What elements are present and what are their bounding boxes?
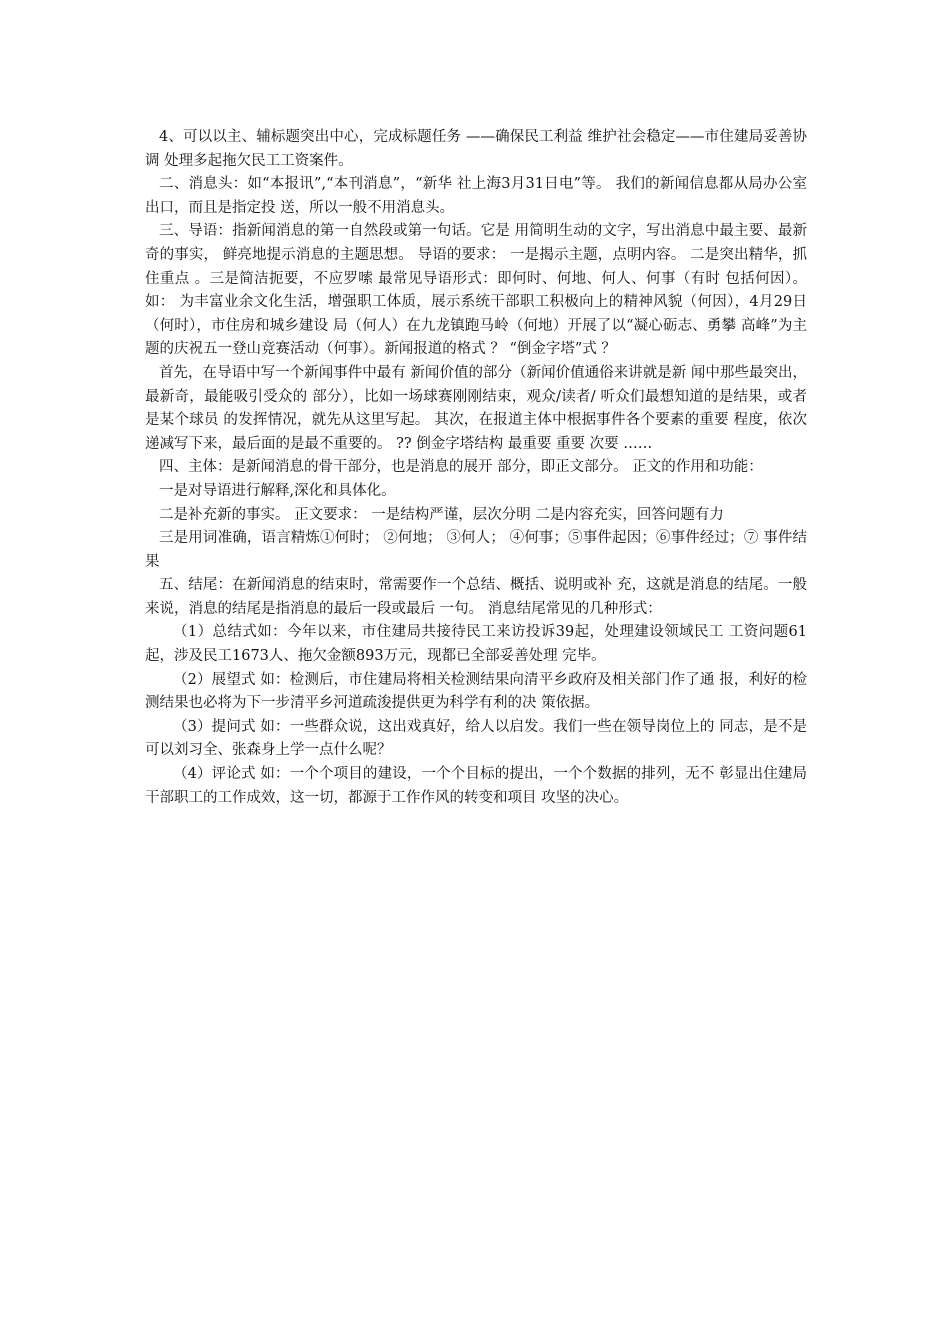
paragraph-1: 4、可以以主、辅标题突出中心，完成标题任务 ——确保民工利益 维护社会稳定——市住建局妥善协调 处理多起拖欠民工工资案件。 [145, 129, 807, 169]
paragraph-4: 首先，在导语中写一个新闻事件中最有 新闻价值的部分（新闻价值通俗来讲就是新 闻中那些最突出，最新奇，最能吸引受众的 部分），比如一场球赛刚刚结束，观众/读者/ 听众们最想知道的是结果，或者是某个球员 的发挥情况，就先从这里写起。 其次，在报道主体中根据事件各个要素的重要 程度，依次递减写下来，最后面的是最不重要的。 ?? 倒金字塔结构 最重要 重要 次要 …… [145, 364, 807, 452]
paragraph-10: （1）总结式如：今年以来，市住建局共接待民工来访投诉39起，处理建设领域民工 工资问题61起，涉及民工1673人、拖欠金额893万元，现都已全部妥善处理 完毕。 [145, 624, 807, 665]
paragraph-8: 三是用词准确，语言精炼①何时； ②何地； ③何人； ④何事；⑤事件起因；⑥事件经过；⑦ 事件结果 [145, 530, 807, 570]
paragraph-6: 一是对导语进行解释,深化和具体化。 [159, 482, 396, 499]
paragraph-3: 三、导语：指新闻消息的第一自然段或第一句话。它是 用简明生动的文字，写出消息中最主要、最新奇的事实， 鲜亮地提示消息的主题思想。 导语的要求： 一是揭示主题，点明内容。 二是突出精华，抓住重点 。三是简洁扼要，不应罗嗦 最常见导语形式：即何时、何地、何人、何事（有时 包括何因）。如： 为丰富业余文化生活，增强职工体质，展示系统干部职工积极向上的精神风貌（何因），4月29日（何时），市住房和城乡建设 局（何人）在九龙镇跑马岭（何地）开展了以“凝心砺志、勇攀 高峰”为主题的庆祝五一登山竞赛活动（何事）。新闻报道的格式 ？ “倒金字塔”式 ？ [145, 223, 807, 358]
paragraph-11: （2）展望式 如：检测后，市住建局将相关检测结果向清平乡政府及相关部门作了通 报，利好的检测结果也必将为下一步清平乡河道疏浚提供更为科学有利的决 策依据。 [145, 671, 807, 712]
paragraph-9: 五、结尾：在新闻消息的结束时，常需要作一个总结、概括、说明或补 充，这就是消息的结尾。一般来说，消息的结尾是指消息的最后一段或最后 一句。 消息结尾常见的几种形式： [145, 577, 807, 617]
paragraph-7: 二是补充新的事实。 正文要求： 一是结构严谨，层次分明 二是内容充实，回答问题有力 [159, 506, 724, 523]
paragraph-2: 二、消息头：如“本报讯”,“本刊消息”，“新华 社上海3月31日电”等。 我们的新闻信息都从局办公室出口，而且是指定投 送，所以一般不用消息头。 [145, 176, 807, 216]
document-body [145, 126, 807, 810]
paragraph-12: （3）提问式 如：一些群众说，这出戏真好，给人以启发。我们一些在领导岗位上的 同志，是不是可以刘习全、张森身上学一点什么呢？ [145, 718, 807, 759]
paragraph-13: （4）评论式 如：一个个项目的建设，一个个目标的提出，一个个数据的排列，无不 彰显出住建局干部职工的工作成效，这一切，都源于工作作风的转变和项目 攻坚的决心。 [145, 766, 807, 806]
paragraph-5: 四、主体：是新闻消息的骨干部分，也是消息的展开 部分，即正文部分。 正文的作用和功能： [159, 459, 763, 476]
